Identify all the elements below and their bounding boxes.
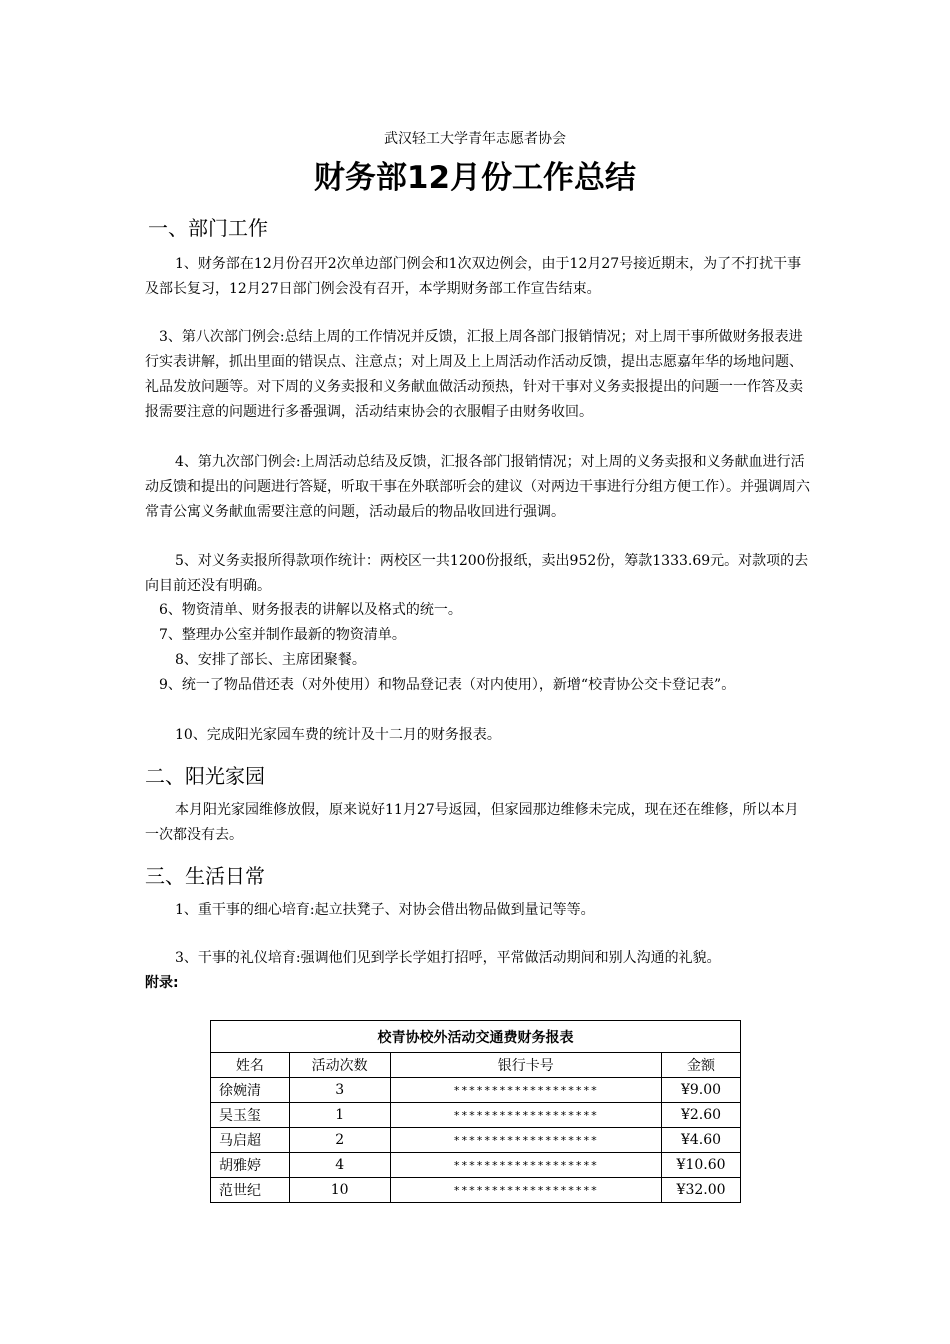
table-caption: 校青协校外活动交通费财务报表 bbox=[211, 1021, 741, 1053]
transport-expense-table bbox=[210, 1020, 741, 1203]
cell-card: ******************* bbox=[390, 1103, 662, 1128]
section-heading-department-work: 一、部门工作 bbox=[148, 216, 268, 240]
cell-amount: ¥9.00 bbox=[662, 1078, 741, 1103]
header-bank-card: 银行卡号 bbox=[390, 1053, 662, 1078]
cell-name: 马启超 bbox=[211, 1128, 290, 1153]
cell-amount: ¥32.00 bbox=[662, 1178, 741, 1203]
paragraph-item-3: 3、第八次部门例会:总结上周的工作情况并反馈，汇报上周各部门报销情况；对上周干事所做财务报表进行实表讲解，抓出里面的错误点、注意点；对上周及上上周活动作活动反馈，提出志愿嘉年华的场地问题、礼品发放问题等。对下周的义务卖报和义务献血做活动预热，针对干事对义务卖报提出的问题一一作答及卖报需要注意的问题进行多番强调，活动结束协会的衣服帽子由财务收回。 bbox=[145, 329, 803, 420]
paragraph-daily-1: 1、重干事的细心培育:起立扶凳子、对协会借出物品做到量记等等。 bbox=[175, 902, 595, 918]
table-row bbox=[211, 1078, 741, 1103]
table-header-row bbox=[211, 1053, 741, 1078]
cell-card: ******************* bbox=[390, 1078, 662, 1103]
cell-count: 4 bbox=[289, 1153, 390, 1178]
cell-count: 10 bbox=[289, 1178, 390, 1203]
header-amount: 金额 bbox=[662, 1053, 741, 1078]
paragraph-item-9: 9、统一了物品借还表（对外使用）和物品登记表（对内使用），新增“校青协公交卡登记表”。 bbox=[159, 677, 736, 693]
paragraph-item-10: 10、完成阳光家园车费的统计及十二月的财务报表。 bbox=[175, 727, 501, 743]
appendix-label: 附录: bbox=[145, 975, 179, 991]
document-title: 财务部12月份工作总结 bbox=[313, 160, 637, 196]
cell-amount: ¥2.60 bbox=[662, 1103, 741, 1128]
section-heading-sunshine-home: 二、阳光家园 bbox=[145, 764, 265, 788]
paragraph-item-4: 4、第九次部门例会:上周活动总结及反馈，汇报各部门报销情况；对上周的义务卖报和义务献血进行活动反馈和提出的问题进行答疑，听取干事在外联部听会的建议（对两边干事进行分组方便工作）。并强调周六常青公寓义务献血需要注意的问题，活动最后的物品收回进行强调。 bbox=[145, 454, 810, 520]
paragraph-item-6: 6、物资清单、财务报表的讲解以及格式的统一。 bbox=[159, 602, 462, 618]
header-name: 姓名 bbox=[211, 1053, 290, 1078]
table-row bbox=[211, 1128, 741, 1153]
organization-name: 武汉轻工大学青年志愿者协会 bbox=[384, 131, 566, 147]
paragraph-item-8: 8、安排了部长、主席团聚餐。 bbox=[175, 652, 366, 668]
table-row bbox=[211, 1103, 741, 1128]
paragraph-item-1: 1、财务部在12月份召开2次单边部门例会和1次双边例会，由于12月27号接近期末，为了不打扰干事及部长复习，12月27日部门例会没有召开，本学期财务部工作宣告结束。 bbox=[145, 256, 802, 297]
cell-amount: ¥4.60 bbox=[662, 1128, 741, 1153]
cell-card: ******************* bbox=[390, 1178, 662, 1203]
cell-card: ******************* bbox=[390, 1153, 662, 1178]
cell-name: 范世纪 bbox=[211, 1178, 290, 1203]
header-activity-count: 活动次数 bbox=[289, 1053, 390, 1078]
paragraph-sunshine-home: 本月阳光家园维修放假，原来说好11月27号返园，但家园那边维修未完成，现在还在维修，所以本月一次都没有去。 bbox=[145, 802, 799, 843]
section-heading-daily-life: 三、生活日常 bbox=[145, 864, 265, 888]
cell-count: 3 bbox=[289, 1078, 390, 1103]
table-row bbox=[211, 1178, 741, 1203]
cell-count: 2 bbox=[289, 1128, 390, 1153]
paragraph-daily-3: 3、干事的礼仪培育:强调他们见到学长学姐打招呼，平常做活动期间和别人沟通的礼貌。 bbox=[175, 950, 721, 966]
cell-amount: ¥10.60 bbox=[662, 1153, 741, 1178]
cell-name: 吴玉玺 bbox=[211, 1103, 290, 1128]
paragraph-item-7: 7、整理办公室并制作最新的物资清单。 bbox=[159, 627, 406, 643]
cell-name: 胡雅婷 bbox=[211, 1153, 290, 1178]
cell-card: ******************* bbox=[390, 1128, 662, 1153]
table-row bbox=[211, 1153, 741, 1178]
cell-count: 1 bbox=[289, 1103, 390, 1128]
paragraph-item-5: 5、对义务卖报所得款项作统计：两校区一共1200份报纸，卖出952份，筹款1333.69元。对款项的去向目前还没有明确。 bbox=[145, 553, 809, 594]
cell-name: 徐婉清 bbox=[211, 1078, 290, 1103]
